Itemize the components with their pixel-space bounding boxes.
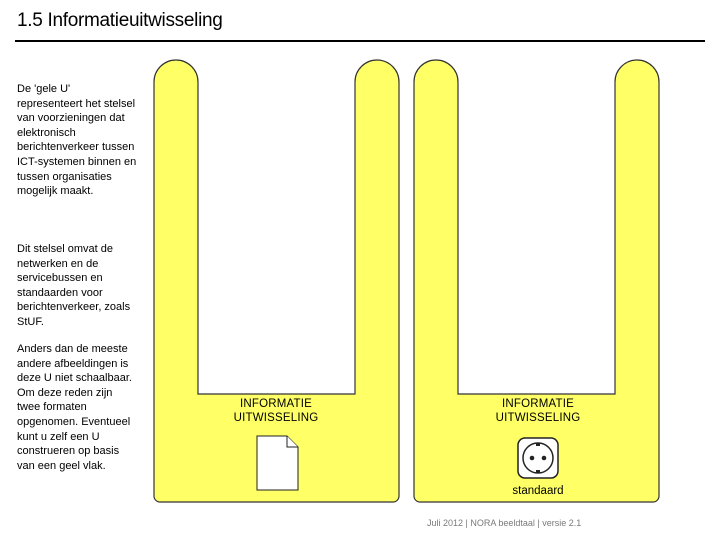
right-u-label: INFORMATIE UITWISSELING	[495, 398, 581, 424]
socket-icon	[518, 438, 558, 478]
slide-title: 1.5 Informatieuitwisseling	[17, 10, 223, 31]
document-icon	[257, 436, 298, 490]
left-u-label: INFORMATIE UITWISSELING	[233, 398, 319, 424]
scope-paragraph: Dit stelsel omvat de netwerken en de servicebussen en standaarden voor berichtenverkeer, zoals StUF.	[17, 243, 131, 328]
socket-caption: standaard	[512, 485, 564, 497]
footer-text: Juli 2012 | NORA beeldtaal | versie 2.1	[427, 518, 582, 528]
usage-paragraph: Anders dan de meeste andere afbeeldingen is deze U niet schaalbaar. Om deze reden zijn twee formaten opgenomen. Eventueel kunt u zelf een U construeren op basis van een geel vlak.	[17, 343, 132, 472]
intro-paragraph: De 'gele U' representeert het stelsel van voorzieningen dat elektronisch berichtenverkeer tussen ICT-systemen binnen en tussen organisaties mogelijk maakt.	[17, 83, 137, 198]
right-yellow-u	[414, 60, 659, 502]
